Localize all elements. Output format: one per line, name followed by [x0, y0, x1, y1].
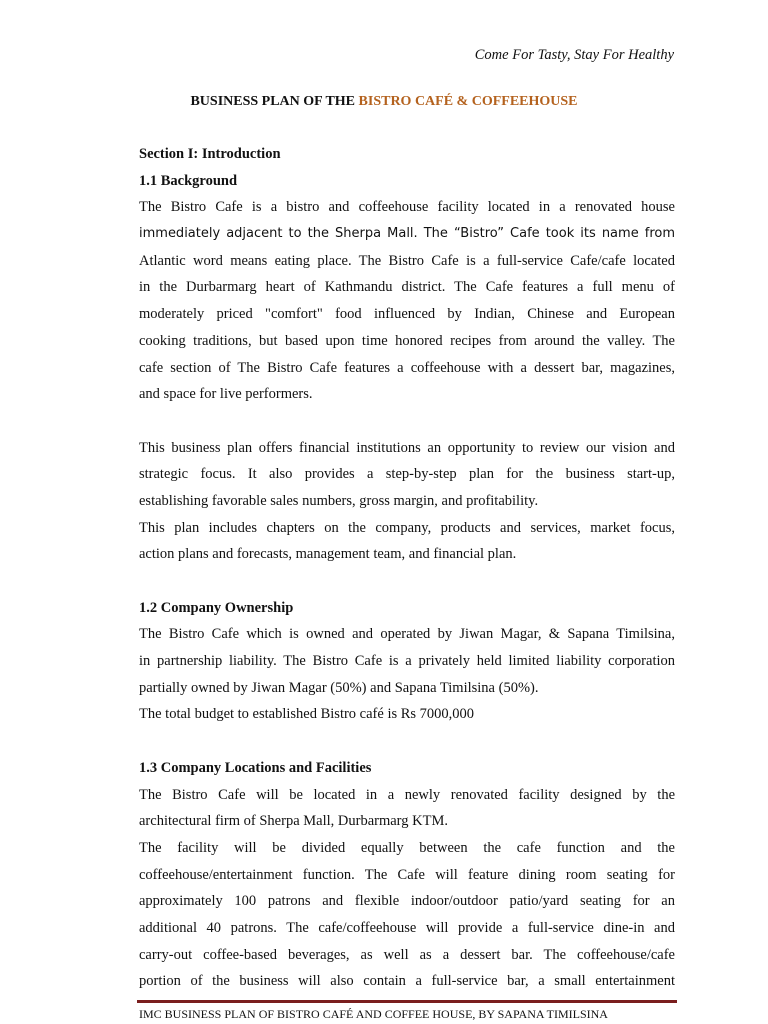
text-line: in the Durbarmarg heart of Kathmandu district. The Cafe features a full menu of: [139, 279, 675, 296]
text-line: The Bistro Cafe which is owned and operated by Jiwan Magar, & Sapana Timilsina,: [139, 626, 675, 643]
paragraph-gap: [139, 408, 675, 435]
title-prefix: BUSINESS PLAN OF THE: [190, 94, 359, 109]
text-line: portion of the business will also contain a full-service bar, a small entertainment: [139, 973, 675, 990]
heading-company-locations: 1.3 Company Locations and Facilities: [139, 759, 372, 776]
text-line: and space for live performers.: [139, 386, 313, 403]
paragraph-ownership-1: [139, 621, 675, 701]
text-line: The facility will be divided equally between the cafe function and the: [139, 839, 675, 856]
text-line: This business plan offers financial institutions an opportunity to review our vision and: [139, 439, 675, 456]
text-line: Atlantic word means eating place. The Bistro Cafe is a full-service Cafe/cafe located: [139, 252, 675, 269]
text-line: moderately priced "comfort" food influenced by Indian, Chinese and European: [139, 306, 675, 323]
text-line: cafe section of The Bistro Cafe features a coffeehouse with a dessert bar, magazines,: [139, 359, 675, 376]
title-accent: BISTRO CAFÉ & COFFEEHOUSE: [358, 94, 578, 109]
text-line: strategic focus. It also provides a step-by-step plan for the business start-up,: [139, 466, 675, 483]
header-tagline: Come For Tasty, Stay For Healthy: [474, 47, 674, 63]
section-heading-introduction: Section I: Introduction: [139, 146, 281, 162]
heading-company-ownership: 1.2 Company Ownership: [139, 599, 294, 616]
footer-rule: [137, 1000, 677, 1003]
document-title: [0, 93, 768, 111]
text-line: establishing favorable sales numbers, gross margin, and profitability.: [139, 492, 539, 509]
paragraph-ownership-2: [139, 701, 675, 728]
text-line: The total budget to established Bistro café is Rs 7000,000: [139, 706, 475, 723]
paragraph-background-1: [139, 194, 675, 408]
paragraph-locations-1: [139, 782, 675, 835]
paragraph-background-2: [139, 435, 675, 515]
heading-background: 1.1 Background: [139, 172, 238, 189]
paragraph-gap: [139, 728, 675, 755]
paragraph-gap: [139, 568, 675, 595]
text-line: in partnership liability. The Bistro Cafe is a privately held limited liability corporation: [139, 653, 675, 670]
text-line: partially owned by Jiwan Magar (50%) and Sapana Timilsina (50%).: [139, 679, 539, 696]
text-line: cooking traditions, but based upon time honored recipes from around the valley. The: [139, 332, 675, 349]
text-line: immediately adjacent to the Sherpa Mall. The “Bistro” Cafe took its name from: [139, 226, 675, 242]
text-line: approximately 100 patrons and flexible indoor/outdoor patio/yard seating for an: [139, 893, 675, 910]
text-line: coffeehouse/entertainment function. The Cafe will feature dining room seating for: [139, 866, 675, 883]
paragraph-background-3: [139, 515, 675, 568]
text-line: The Bistro Cafe will be located in a newly renovated facility designed by the: [139, 786, 675, 803]
document-body: [139, 141, 675, 995]
footer-text: IMC BUSINESS PLAN OF BISTRO CAFÉ AND COFFEE HOUSE, BY SAPANA TIMILSINA: [139, 1007, 608, 1021]
text-line: additional 40 patrons. The cafe/coffeehouse will provide a full-service dine-in and: [139, 920, 675, 936]
text-line: action plans and forecasts, management team, and financial plan.: [139, 546, 517, 563]
text-line: carry-out coffee-based beverages, as well as a dessert bar. The coffeehouse/cafe: [139, 946, 675, 963]
text-line: The Bistro Cafe is a bistro and coffeehouse facility located in a renovated house: [139, 199, 675, 216]
text-line: This plan includes chapters on the company, products and services, market focus,: [139, 519, 675, 536]
paragraph-locations-2: [139, 835, 675, 995]
text-line: architectural firm of Sherpa Mall, Durbarmarg KTM.: [139, 813, 448, 830]
